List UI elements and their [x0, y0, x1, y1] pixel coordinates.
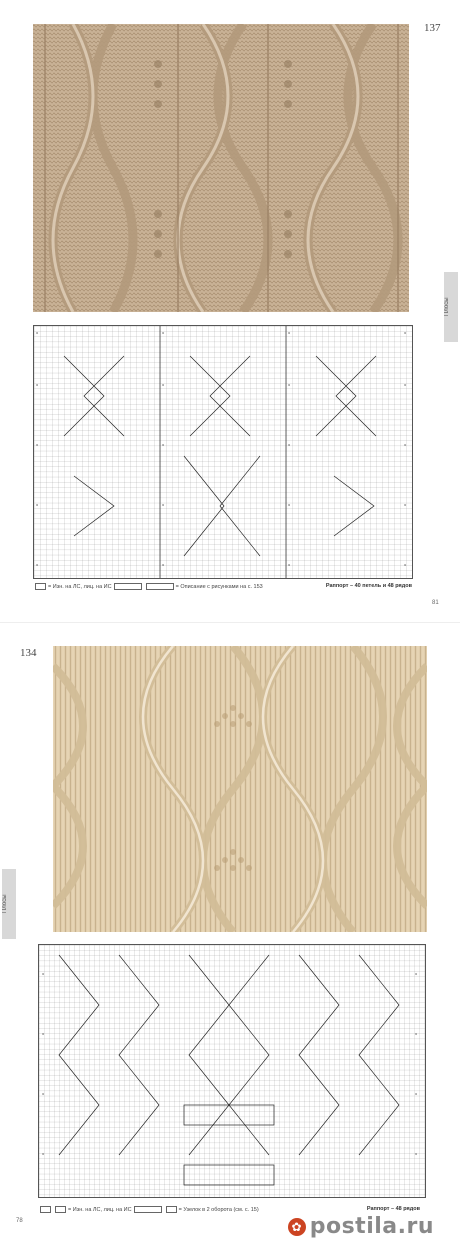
svg-text:ᴑ: ᴑ — [404, 563, 407, 567]
svg-text:ᴑ: ᴑ — [288, 503, 291, 507]
pattern-number-134: 134 — [20, 647, 37, 659]
knit-chart-grid-134 — [39, 945, 425, 1197]
legend-text-2: = Описание с рисунками на с. 153 — [175, 583, 263, 590]
knit-chart-137 — [33, 325, 413, 579]
svg-text:ᴑ: ᴑ — [288, 331, 291, 335]
pattern-number-137: 137 — [424, 22, 441, 34]
svg-text:ᴑ: ᴑ — [36, 563, 39, 567]
svg-text:ᴑ: ᴑ — [162, 331, 165, 335]
side-tab-top: Плосы — [444, 272, 458, 342]
svg-text:ᴑ: ᴑ — [162, 563, 165, 567]
side-tab-bottom: Плосы — [2, 869, 16, 939]
svg-text:ᴑ: ᴑ — [36, 383, 39, 387]
knit-chart-grid-137 — [34, 326, 412, 578]
svg-text:ᴑ: ᴑ — [42, 972, 45, 976]
knit-chart-134 — [38, 944, 426, 1198]
svg-text:ᴑ: ᴑ — [162, 443, 165, 447]
cable-knit-texture-137 — [33, 24, 409, 312]
purl-cell-symbol-icon — [55, 1206, 66, 1213]
svg-text:ᴑ: ᴑ — [288, 443, 291, 447]
svg-text:ᴑ: ᴑ — [36, 503, 39, 507]
svg-text:ᴑ: ᴑ — [415, 972, 418, 976]
svg-text:ᴑ: ᴑ — [415, 1032, 418, 1036]
page-number-top: 81 — [432, 600, 439, 606]
chart-legend-134 — [38, 1206, 259, 1213]
watermark — [288, 1214, 434, 1239]
svg-text:ᴑ: ᴑ — [415, 1092, 418, 1096]
knit-photo-134 — [53, 646, 427, 932]
svg-text:ᴑ: ᴑ — [42, 1152, 45, 1156]
svg-text:ᴑ: ᴑ — [404, 503, 407, 507]
cable-symbol-icon — [134, 1206, 162, 1213]
svg-text:ᴑ: ᴑ — [404, 383, 407, 387]
postila-logo-icon: ✿ — [288, 1218, 306, 1236]
bottom-page — [0, 623, 460, 1243]
svg-text:ᴑ: ᴑ — [415, 1152, 418, 1156]
cable-symbol-icon — [146, 583, 174, 590]
svg-text:ᴑ: ᴑ — [162, 503, 165, 507]
svg-text:ᴑ: ᴑ — [404, 443, 407, 447]
blank-cell-symbol-icon — [35, 583, 46, 590]
cable-knit-texture-134 — [53, 646, 427, 932]
svg-text:ᴑ: ᴑ — [42, 1032, 45, 1036]
svg-text:ᴑ: ᴑ — [36, 443, 39, 447]
rapport-134: Раппорт – 48 рядов — [366, 1206, 420, 1212]
chart-legend-137 — [33, 583, 263, 590]
page-number-bottom: 78 — [16, 1218, 23, 1224]
svg-text:ᴑ: ᴑ — [288, 383, 291, 387]
rapport-137: Раппорт – 40 петель и 48 рядов — [325, 583, 412, 589]
watermark-text: postila.ru — [309, 1214, 434, 1239]
cable-symbol-icon — [114, 583, 142, 590]
legend-text-1: = Изн. на ЛС, лиц. на ИС — [48, 583, 112, 590]
svg-text:ᴑ: ᴑ — [42, 1092, 45, 1096]
svg-text:ᴑ: ᴑ — [288, 563, 291, 567]
legend-text-2: = Узелок в 2 оборота (см. с. 15) — [178, 1206, 259, 1213]
knit-photo-137 — [33, 24, 409, 312]
svg-text:ᴑ: ᴑ — [404, 331, 407, 335]
blank-cell-symbol-icon — [40, 1206, 51, 1213]
svg-text:ᴑ: ᴑ — [36, 331, 39, 335]
legend-text-1: = Изн. на ЛС, лиц. на ИС — [68, 1206, 132, 1213]
knot-symbol-icon — [166, 1206, 177, 1213]
svg-text:ᴑ: ᴑ — [162, 383, 165, 387]
